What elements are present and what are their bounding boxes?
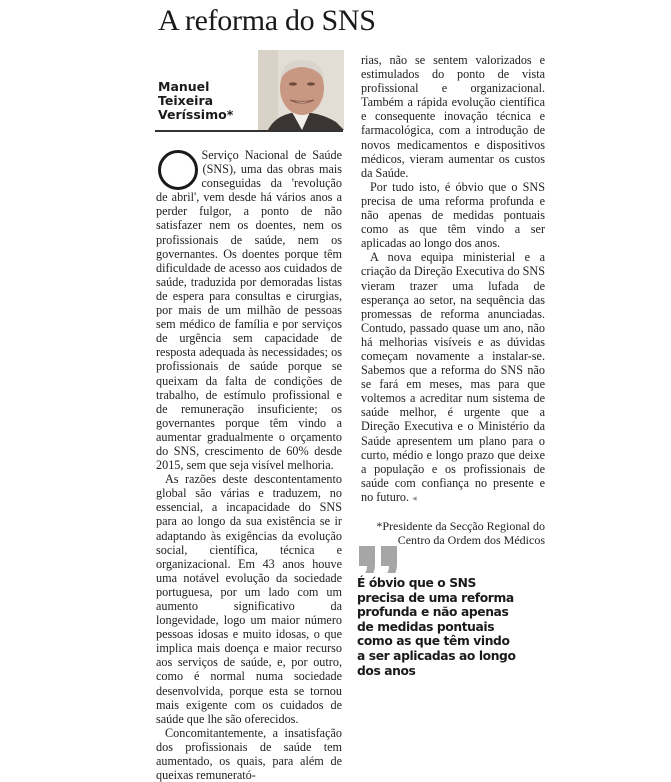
author-name-line: Manuel	[158, 79, 210, 94]
pull-quote: É óbvio que o SNS precisa de uma reforma profunda e não apenas de medidas pontuais como as que têm vindo a ser aplicadas ao longo dos anos	[357, 576, 516, 678]
byline-divider	[155, 130, 343, 132]
author-name-line: Veríssimo*	[158, 107, 234, 122]
paragraph: As razões deste descontentamento global são várias e traduzem, no essencial, a incapacidade do SNS para ao longo da sua existência se ir adaptando às exigências da evolução social, científica, técnica e organizacional. Em 43 anos houve uma notável evolução da sociedade portuguesa, por um lado com um aumento significativo da longevidade, logo um maior número pessoas idosas e muito idosas, o que implica mais doença e maior recurso aos serviços de saúde, e, por outro, como é normal numa sociedade desenvolvida, porque esta se tornou mais exigente com os cuidados de saúde que lhe são oferecidos.	[156, 472, 342, 726]
paragraph	[361, 250, 545, 505]
article-headline: A reforma do SNS	[158, 4, 376, 37]
paragraph-text: A nova equipa ministerial e a criação da Direção Executiva do SNS vieram trazer uma lufada de esperança ao setor, na sequência das promessas de reforma anunciadas. Contudo, passado quase um ano, não há melhorias visíveis e as dúvidas começam novamente a instalar-se. Sabemos que a reforma do SNS não se fará em meses, mas para que voltemos a acreditar num sistema de saúde melhor, é urgente que a Direção Executiva e o Ministério da Saúde apresentem um plano para o curto, médio e longo prazo que deixe a população e os profissionais de saúde com confiança no presente e no futuro.	[361, 250, 545, 504]
paragraph: Serviço Nacional de Saúde (SNS), uma das obras mais conseguidas da 'revolução de abril', vem desde há vários anos a perder fulgor, a ponto de não satisfazer nem os doentes, nem os profissionais de saúde, nem os governantes. Os doentes porque têm dificuldade de acesso aos cuidados de saúde, traduzida por demoradas listas de espera para consultas e cirurgias, por mais de um milhão de pessoas sem médico de família e por serviços de urgência sem capacidade de resposta adequada às necessidades; os profissionais de saúde porque se queixam da falta de condições de trabalho, de estímulo profissional e de remuneração insuficiente; os governantes porque têm vindo a aumentar gradualmente o orçamento do SNS, crescimento de 60% desde 2015, sem que seja visível melhoria.	[156, 148, 342, 473]
paragraph: Por tudo isto, é óbvio que o SNS precisa de uma reforma profunda e não apenas de medidas pontuais como as que têm vindo a ser aplicadas ao longo dos anos.	[361, 179, 545, 251]
author-portrait-image	[258, 50, 344, 130]
paragraph: rias, não se sentem valorizados e estimulados do ponto de vista profissional e organizacional. Também a rápida evolução científica e consequente inovação técnica e farmacológica, com a introdução de novos medicamentos e dispositivos médicos, vieram aumentar os custos da Saúde.	[361, 53, 545, 180]
paragraph: Concomitantemente, a insatisfação dos profissionais de saúde tem aumentado, os quais, para além de queixas remunerató-	[156, 725, 342, 782]
author-name-line: Teixeira	[158, 93, 214, 108]
article-column-1	[156, 148, 342, 782]
author-footnote: *Presidente da Secção Regional do Centro da Ordem dos Médicos	[376, 519, 545, 547]
closing-quote-icon	[357, 544, 401, 573]
dropcap-letter-o	[158, 150, 198, 190]
article-column-2	[361, 53, 545, 547]
end-of-article-icon: ◂	[412, 492, 417, 503]
author-byline	[158, 80, 258, 122]
author-photo	[258, 50, 344, 130]
quote-mark-icon	[357, 525, 401, 573]
